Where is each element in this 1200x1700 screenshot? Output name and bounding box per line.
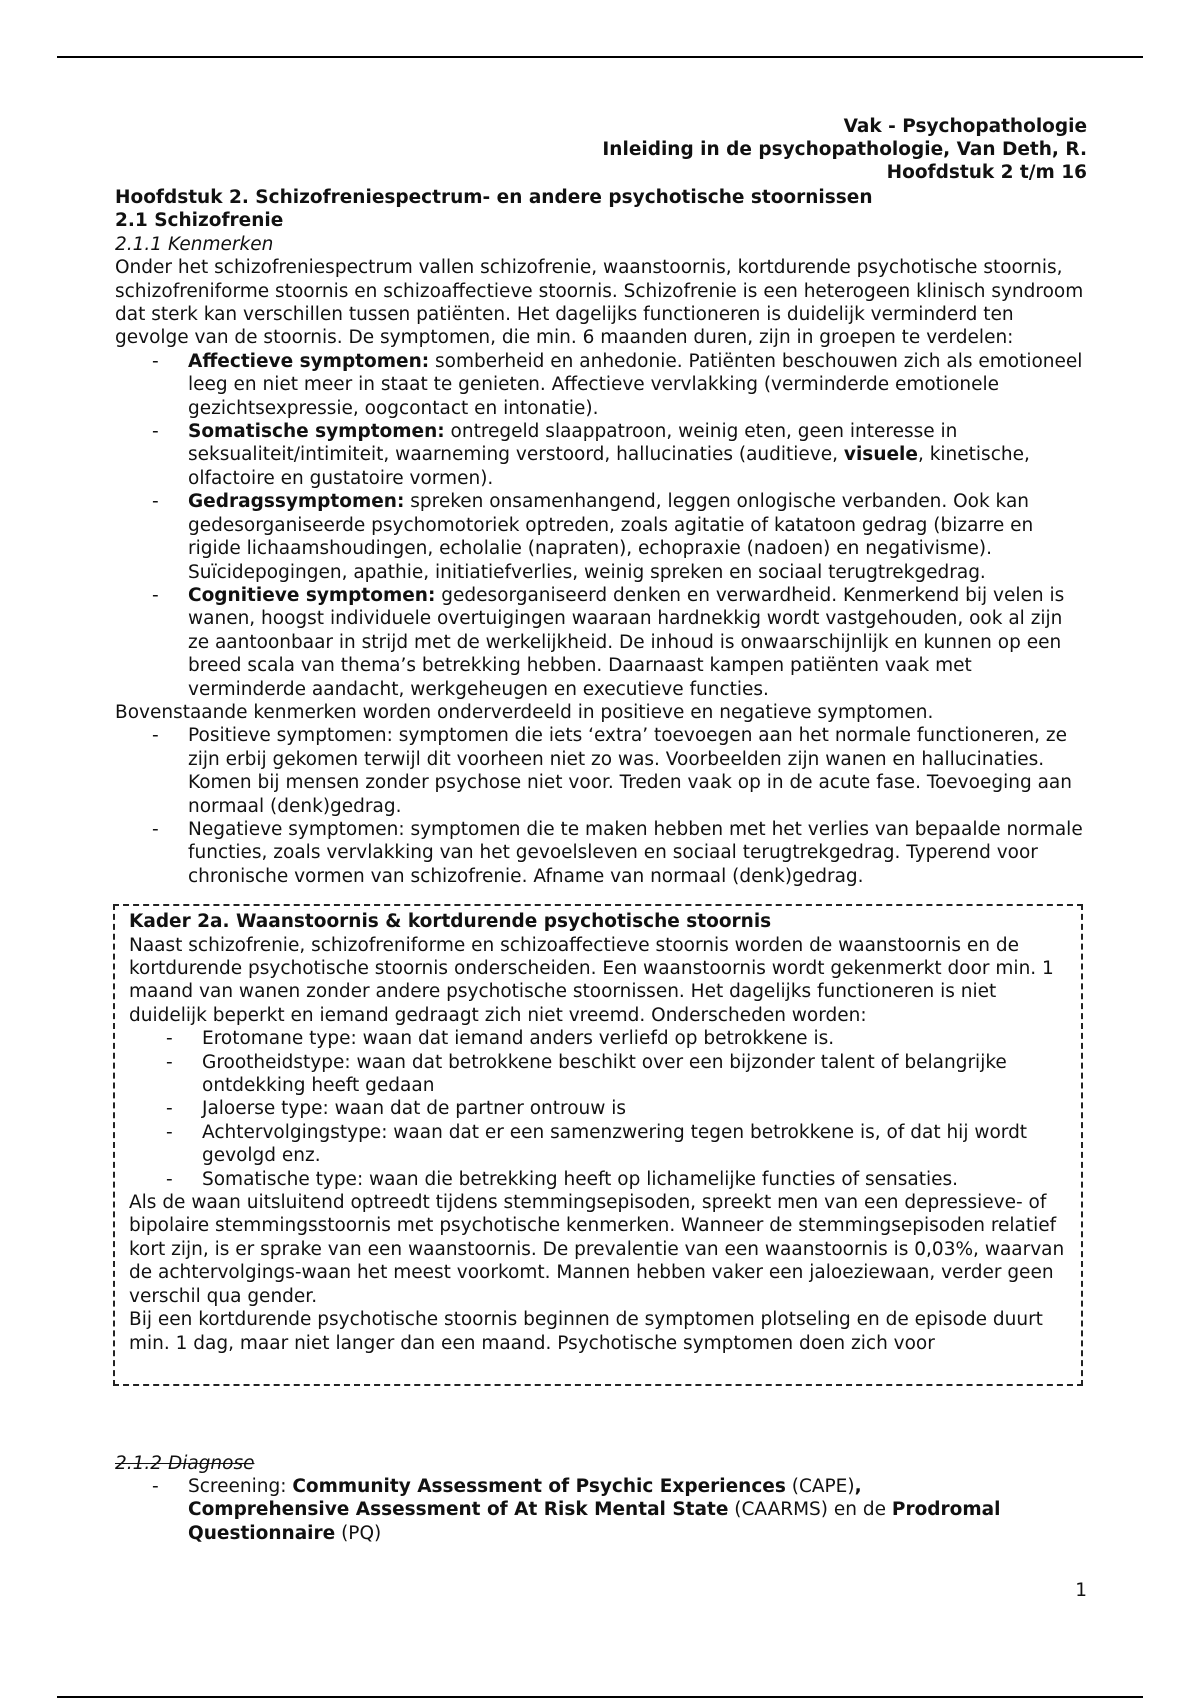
kader-title: Kader 2a. Waanstoornis & kortdurende psychotische stoornis [129,911,772,933]
instrument-name: Prodromal Questionnaire [188,1499,1001,1544]
kader-intro: Naast schizofrenie, schizofreniforme en schizoaffectieve stoornis worden de waanstoornis en de kortdurende psychotische stoornis onderscheiden. Een waanstoornis wordt gekenmerkt door min. 1 maand van wanen zonder andere psychotische stoornissen. Het dagelijks functioneren is niet duidelijk beperkt en iemand gedraagt zich niet vreemd. Onderscheden worden: [129,934,1054,1026]
book-title: Inleiding in de psychopathologie, Van Deth, R. [602,139,1087,160]
screening-section [115,1475,1087,1545]
list-item: - Jaloerse type: waan dat de partner ontrouw is [129,1097,1067,1120]
list-item: - Somatische type: waan die betrekking heeft op lichamelijke functies of sensaties. [129,1168,1067,1191]
separator: , [854,1476,862,1497]
bottom-rule [57,1696,1143,1698]
waan-types-list [129,1027,1067,1191]
kader-paragraph-3: Bij een kortdurende psychotische stoornis beginnen de symptomen plotseling en de episode duurt min. 1 dag, maar niet langer dan een maand. Psychotische symptomen doen zich voor [129,1309,1043,1354]
instrument-abbr: (PQ) [335,1522,382,1544]
symptom-label: Somatische symptomen: [188,421,445,443]
screening-list [115,1475,1087,1545]
symptom-label: Affectieve symptomen: [188,350,430,372]
symptom-text: somberheid en anhedonie. Patiënten beschouwen zich als emotioneel leeg en niet meer in staat te genieten. Affectieve vervlakking (verminderde emotionele gezichtsexpressie, oogcontact en intonatie). [188,350,1083,419]
list-item [115,584,1087,701]
intro-paragraph: Onder het schizofreniespectrum vallen schizofrenie, waanstoornis, kortdurende psychotische stoornis, schizofreniforme stoornis en schizoaffectieve stoornis. Schizofrenie is een heterogeen klinisch syndroom dat sterk kan verschillen tussen patiënten. Het dagelijks functioneren is duidelijk verminderd ten gevolge van de stoornis. De symptomen, die min. 6 maanden duren, zijn in groepen te verdelen: [115,257,1084,349]
list-item: - Negatieve symptomen: symptomen die te maken hebben met het verlies van bepaalde normale functies, zoals vervlakking van het gevoelsleven en sociaal terugtrekgedrag. Typerend voor chronische vormen van schizofrenie. Afname van normaal (denk)gedrag. [115,818,1087,888]
chapter-range: Hoofdstuk 2 t/m 16 [886,162,1087,183]
chapter-title: Hoofdstuk 2. Schizofreniespectrum- en andere psychotische stoornissen [115,187,873,208]
symptom-list [115,350,1087,701]
page-number: 1 [1075,1580,1087,1601]
symptom-text: ontregeld slaappatroon, weinig eten, geen interesse in seksualiteit/intimiteit, waarneming verstoord, hallucinaties (auditieve, [188,421,958,466]
instrument-name: Comprehensive Assessment of At Risk Mental State [188,1499,729,1521]
instrument-name: Community Assessment of Psychic Experiences [292,1476,786,1497]
symptom-bold-word: visuele [843,444,918,466]
list-item: - Erotomane type: waan dat iemand anders verliefd op betrokkene is. [129,1027,1067,1050]
symptom-label: Cognitieve symptomen: [188,584,436,606]
symptom-text: , kinetische, olfactoire en gustatoire vormen). [188,444,1030,489]
document-header [602,115,1087,184]
list-item [115,420,1087,490]
course-title: Vak - Psychopathologie [843,116,1087,137]
kader-paragraph-2: Als de waan uitsluitend optreedt tijdens stemmingsepisoden, spreekt men van een depressieve- of bipolaire stemmingsstoornis met psychotische kenmerken. Wanneer de stemmingsepisoden relatief kort zijn, is er sprake van een waanstoornis. De prevalentie van een waanstoornis is 0,03%, waarvan de achtervolgings-waan het meest voorkomt. Mannen hebben vaker een jaloeziewaan, verder geen verschil qua gender. [129,1192,1065,1307]
screening-prefix: Screening: [188,1476,293,1497]
list-item [115,1475,1087,1545]
instrument-abbr: (CAARMS) en de [728,1499,892,1521]
symptom-text: gedesorganiseerd denken en verwardheid. Kenmerkend bij velen is wanen, hoogst individuele overtuigingen waaraan hardnekkig wordt vastgehouden, ook al zijn ze aantoonbaar in strijd met de werkelijkheid. De inhoud is onwaarschijnlijk en kunnen op een breed scala van thema’s betrekking hebben. Daarnaast kampen patiënten vaak met verminderde aandacht, werkgeheugen en executieve functies. [188,584,1065,700]
list-item: - Grootheidstype: waan dat betrokkene beschikt over een bijzonder talent of belangrijke ontdekking heeft gedaan [129,1051,1067,1098]
section-title: 2.1 Schizofrenie [115,210,284,232]
instrument-abbr: (CAPE) [785,1476,855,1497]
symptom-text: spreken onsamenhangend, leggen onlogische verbanden. Ook kan gedesorganiseerde psychomotoriek optreden, zoals agitatie of katatoon gedrag (bizarre en rigide lichaamshoudingen, echolalie (napraten), echopraxie (nadoen) en negativisme). Suïcidepogingen, apathie, initiatiefverlies, weinig spreken en sociaal terugtrekgedrag. [188,491,1034,583]
top-rule [57,56,1143,58]
list-item: - Achtervolgingstype: waan dat er een samenzwering tegen betrokkene is, of dat hij wordt gevolgd enz. [129,1121,1067,1168]
list-item [115,350,1087,420]
diagnose-heading: 2.1.2 Diagnose [115,1453,255,1474]
pos-neg-list [115,724,1087,888]
main-content [115,186,1087,1386]
list-item: - Positieve symptomen: symptomen die iets ‘extra’ toevoegen aan het normale functioneren, ze zijn erbij gekomen terwijl dit voorheen niet zo was. Voorbeelden zijn wanen en hallucinaties. Komen bij mensen zonder psychose niet voor. Treden vaak op in de acute fase. Toevoeging aan normaal (denk)gedrag. [115,724,1087,818]
subsection-title: 2.1.1 Kenmerken [115,233,274,255]
list-item [115,490,1087,584]
kader-box [113,904,1083,1386]
symptom-label: Gedragssymptomen: [188,491,405,513]
pos-neg-intro: Bovenstaande kenmerken worden onderverdeeld in positieve en negatieve symptomen. [115,701,934,723]
